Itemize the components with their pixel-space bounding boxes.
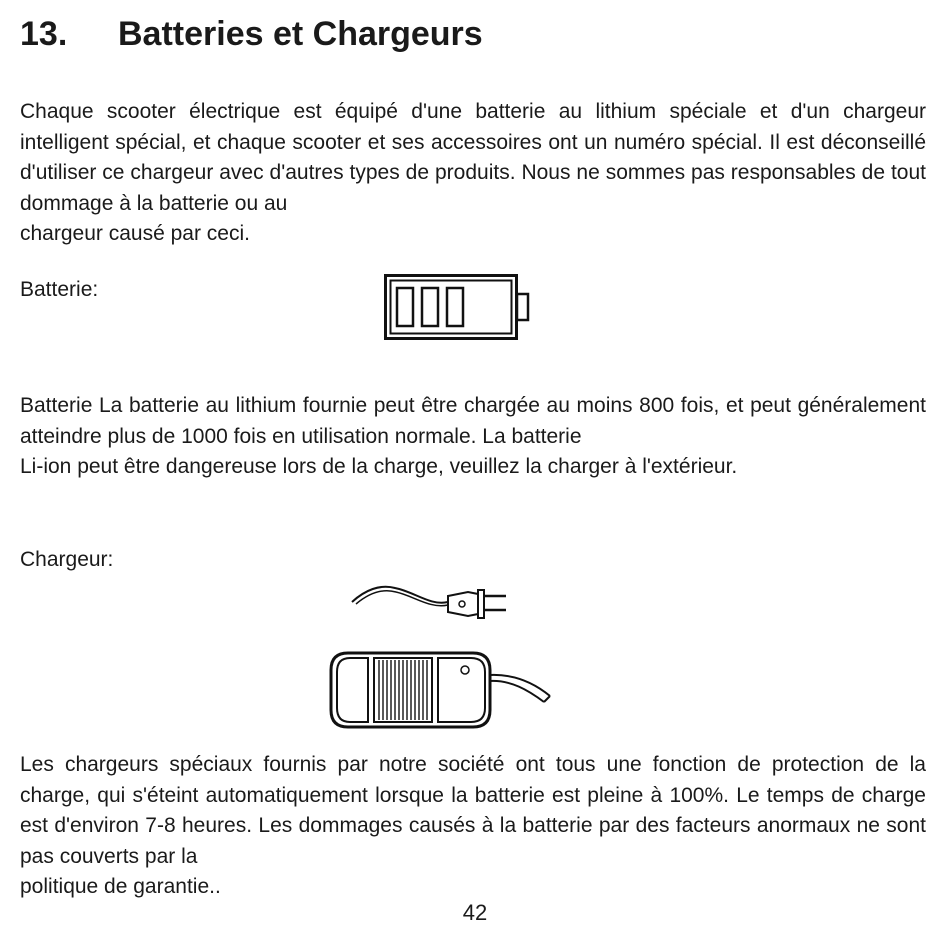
- battery-label: Batterie:: [20, 278, 99, 301]
- battery-icon: [384, 274, 534, 340]
- power-plug-icon: [350, 582, 510, 622]
- charger-description-last-line: politique de garantie..: [20, 875, 221, 898]
- charger-unit-icon: [328, 650, 558, 730]
- charger-label: Chargeur:: [20, 548, 114, 571]
- intro-paragraph-last-line: chargeur causé par ceci.: [20, 222, 250, 245]
- section-title-text: Batteries et Chargeurs: [118, 15, 483, 53]
- page-number: 42: [462, 900, 488, 925]
- battery-description-last-line: Li-ion peut être dangereuse lors de la charge, veuillez la charger à l'extérieur.: [20, 455, 738, 478]
- section-title: [20, 12, 483, 56]
- section-number: 13.: [20, 15, 68, 53]
- charger-description: Les chargeurs spéciaux fournis par notre société ont tous une fonction de protection de la charge, qui s'éteint automatiquement lorsque la batterie est pleine à 100%. Le temps de charge est d'environ 7-8 heures. Les dommages causés à la batterie par des facteurs anormaux ne sont pas couverts par la: [20, 753, 926, 868]
- intro-paragraph: Chaque scooter électrique est équipé d'une batterie au lithium spéciale et d'un chargeur intelligent spécial, et chaque scooter et ses accessoires ont un numéro spécial. Il est déconseillé d'utiliser ce chargeur avec d'autres types de produits. Nous ne sommes pas responsables de tout dommage à la batterie ou au: [20, 100, 926, 215]
- battery-description: Batterie La batterie au lithium fournie peut être chargée au moins 800 fois, et peut généralement atteindre plus de 1000 fois en utilisation normale. La batterie: [20, 394, 926, 448]
